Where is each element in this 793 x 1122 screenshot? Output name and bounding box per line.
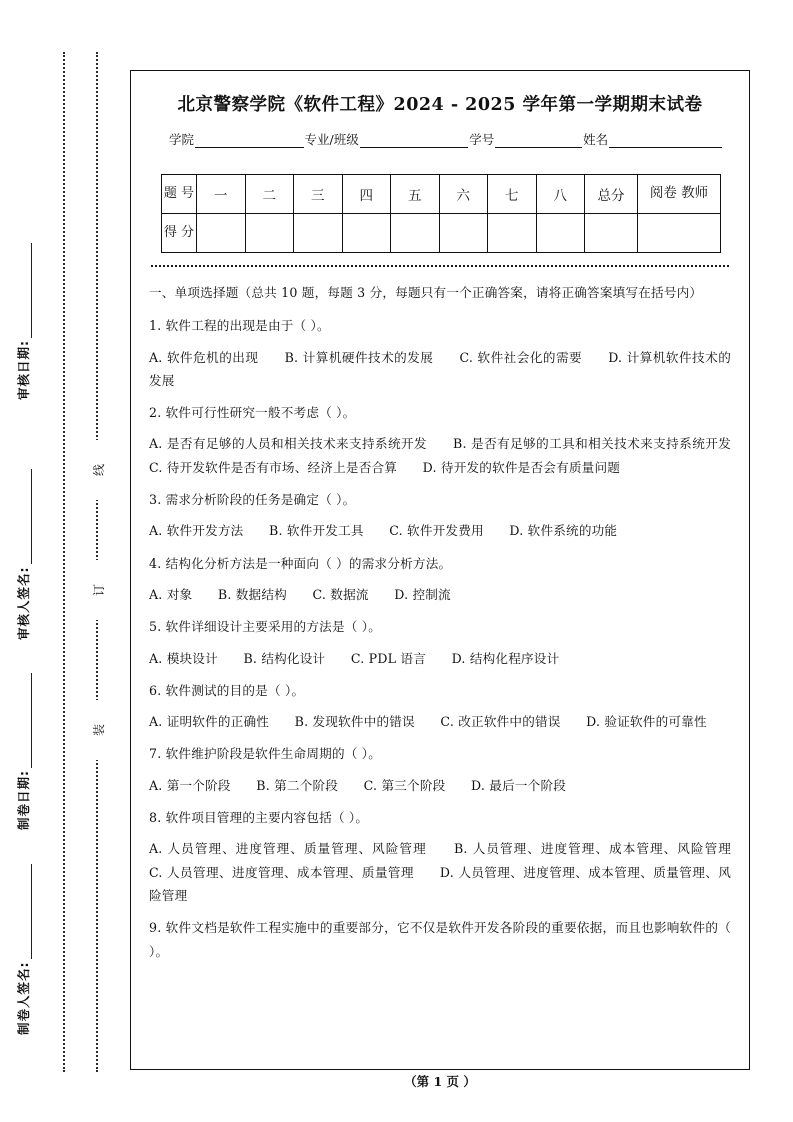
section-heading: 一、单项选择题（总共 10 题，每题 3 分，每题只有一个正确答案，请将正确答案填写在括号内） [149,285,703,300]
score-col-head-7: 七 [488,175,537,214]
field-label-college: 学院 [169,132,195,147]
field-label-student-id: 学号 [469,132,495,147]
score-cell-2[interactable] [245,214,294,253]
question-4-stem: 4. 结构化分析方法是一种面向（ ）的需求分析方法。 [149,555,452,571]
score-col-head-8: 八 [536,175,585,214]
row-header-score: 得 分 [162,214,197,253]
paper-author-signature-text: 制卷人签名: [16,961,31,1035]
score-col-head-5: 五 [391,175,440,214]
seal-mark-xian: 线 [88,440,109,500]
review-date-blank [20,243,32,338]
question-6-options: A. 证明软件的正确性 B. 发现软件中的错误 C. 改正软件中的错误 D. 验证软件的可靠性 [149,714,707,730]
question-7-stem: 7. 软件维护阶段是软件生命周期的（ ）。 [149,746,382,762]
score-cell-7[interactable] [488,214,537,253]
score-col-head-grader: 阅卷 教师 [638,175,721,214]
exam-sheet [130,70,757,1070]
score-col-head-1: 一 [197,175,246,214]
table-row-scores [162,214,721,253]
review-date-text: 审核日期: [16,340,31,400]
question-9-stem: 9. 软件文档是软件工程实施中的重要部分，它不仅是软件开发各阶段的重要依据，而且也影响软件的（ ）。 [149,920,731,959]
score-cell-grader[interactable] [638,214,721,253]
score-col-head-4: 四 [342,175,391,214]
major-class-input[interactable] [360,134,469,148]
question-1-stem: 1. 软件工程的出现是由于（ ）。 [149,318,330,334]
paper-date-label [14,600,32,830]
question-8-options: A. 人员管理、进度管理、质量管理、风险管理 B. 人员管理、进度管理、成本管理、风险管理 C. 人员管理、进度管理、成本管理、质量管理 D. 人员管理、进度管理、成本管理、质量管理、风险管理 [149,841,757,903]
page-footer: （第 1 页 ） [404,1074,476,1089]
reviewer-signature-text: 审核人签名: [16,566,31,640]
row-header-question-number: 题 号 [162,175,197,214]
left-margin [0,0,120,1122]
name-input[interactable] [609,134,722,148]
score-col-head-6: 六 [439,175,488,214]
margin-dotted-line-outer [63,52,65,1072]
paper-author-signature-blank [20,865,32,960]
question-4-options: A. 对象 B. 数据结构 C. 数据流 D. 控制流 [149,586,451,602]
reviewer-signature-blank [20,470,32,565]
question-7-options: A. 第一个阶段 B. 第二个阶段 C. 第三个阶段 D. 最后一个阶段 [149,777,567,793]
question-5-options: A. 模块设计 B. 结构化设计 C. PDL 语言 D. 结构化程序设计 [149,650,560,666]
question-6-stem: 6. 软件测试的目的是（ ）。 [149,682,305,698]
question-2-stem: 2. 软件可行性研究一般不考虑（ ）。 [149,405,356,421]
score-col-head-3: 三 [294,175,343,214]
field-label-major-class: 专业/班级 [304,132,359,147]
section-divider [151,265,729,267]
paper-date-text: 制卷日期: [16,770,31,830]
score-cell-total[interactable] [585,214,638,253]
student-id-input[interactable] [495,134,582,148]
question-body [149,281,757,963]
question-2-options: A. 是否有足够的人员和相关技术来支持系统开发 B. 是否有足够的工具和相关技术来支持系统开发 C. 待开发软件是否有市场、经济上是否合算 D. 待开发的软件是否会有质量问题 [149,436,757,475]
question-5-stem: 5. 软件详细设计主要采用的方法是（ ）。 [149,619,382,635]
question-3-options: A. 软件开发方法 B. 软件开发工具 C. 软件开发费用 D. 软件系统的功能 [149,523,618,539]
college-input[interactable] [195,134,304,148]
review-date-label [14,170,32,400]
score-cell-5[interactable] [391,214,440,253]
seal-mark-ding: 订 [88,560,109,620]
seal-mark-zhuang: 装 [88,700,109,760]
score-cell-1[interactable] [197,214,246,253]
paper-author-signature-label [14,805,32,1035]
field-label-name: 姓名 [583,132,609,147]
question-1-options: A. 软件危机的出现 B. 计算机硬件技术的发展 C. 软件社会化的需要 D. 计算机软件技术的发展 [149,349,731,388]
score-cell-3[interactable] [294,214,343,253]
question-8-stem: 8. 软件项目管理的主要内容包括（ ）。 [149,810,369,826]
question-3-stem: 3. 需求分析阶段的任务是确定（ ）。 [149,492,356,508]
score-cell-4[interactable] [342,214,391,253]
paper-date-blank [20,673,32,768]
score-cell-8[interactable] [536,214,585,253]
score-cell-6[interactable] [439,214,488,253]
score-col-head-2: 二 [245,175,294,214]
score-table [161,174,721,253]
page-title: 北京警察学院《软件工程》2024 - 2025 学年第一学期期末试卷 [177,95,703,115]
student-info-line [149,130,731,148]
score-col-head-total: 总分 [585,175,638,214]
table-row-question-numbers [162,175,721,214]
